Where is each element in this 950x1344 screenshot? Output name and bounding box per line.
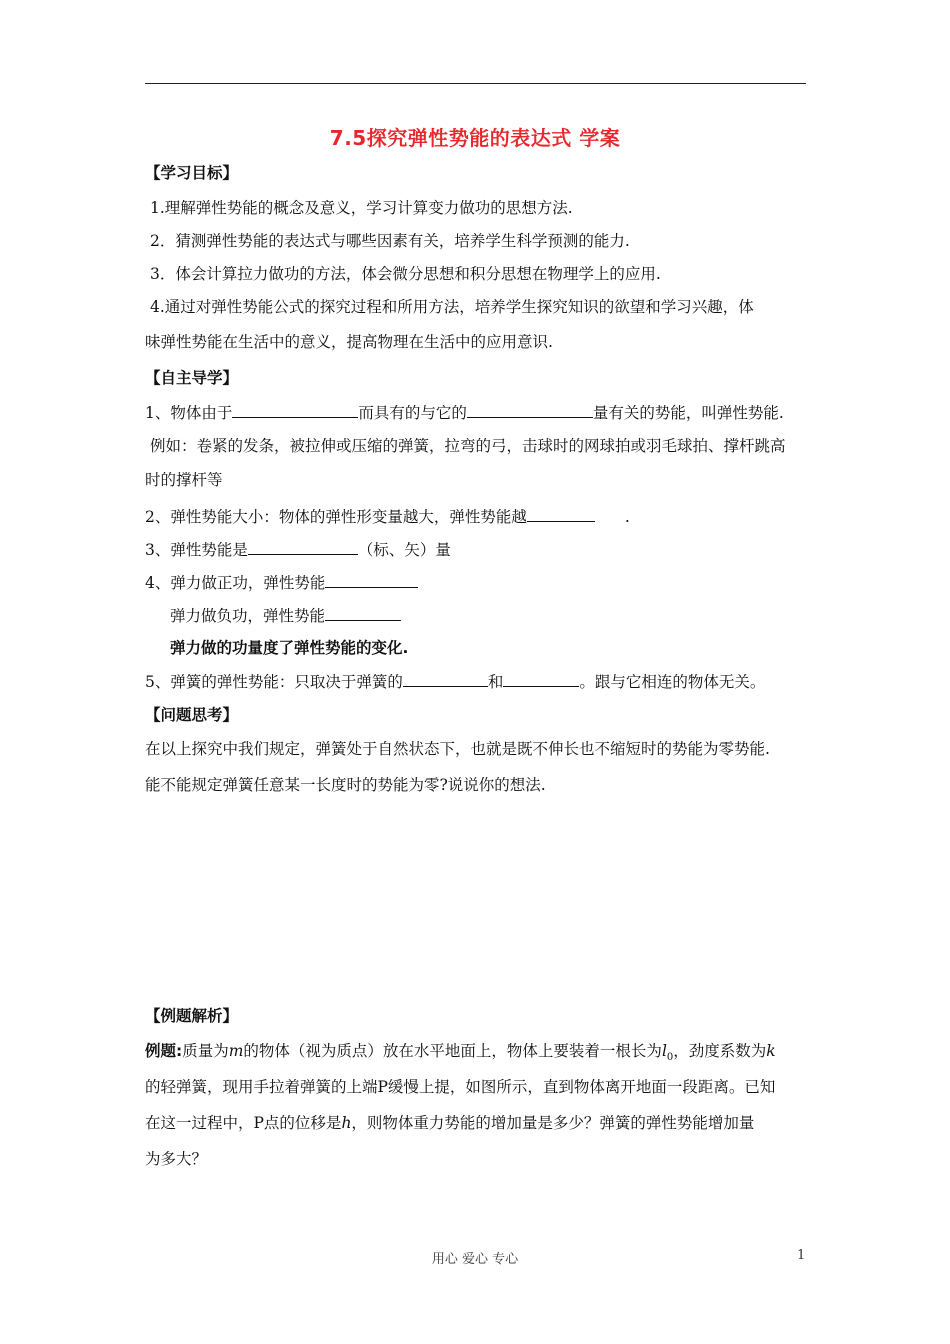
goal-item: 1.理解弹性势能的概念及意义，学习计算变力做功的思想方法. bbox=[150, 199, 573, 217]
q4-blank-1[interactable] bbox=[325, 572, 418, 588]
guide-heading: 【自主导学】 bbox=[145, 369, 239, 387]
q5-text-c: 。跟与它相连的物体无关。 bbox=[579, 673, 766, 691]
think-heading: 【问题思考】 bbox=[145, 706, 239, 724]
q5-text-a: 5、弹簧的弹性势能：只取决于弹簧的 bbox=[145, 673, 403, 691]
stiffness-symbol: k bbox=[766, 1042, 776, 1060]
goal-item: 2．猜测弹性势能的表达式与哪些因素有关，培养学生科学预测的能力. bbox=[150, 232, 630, 250]
guide-q5 bbox=[145, 671, 765, 692]
length-symbol: l bbox=[661, 1042, 667, 1060]
q4-conclusion: 弹力做的功量度了弹性势能的变化. bbox=[170, 639, 409, 657]
q5-blank-1[interactable] bbox=[403, 671, 488, 687]
guide-q3 bbox=[145, 539, 451, 560]
goal-item: 3．体会计算拉力做功的方法，体会微分思想和积分思想在物理学上的应用. bbox=[150, 265, 661, 283]
goals-heading: 【学习目标】 bbox=[145, 164, 239, 182]
guide-q4b bbox=[170, 605, 401, 626]
goal-item: 味弹性势能在生活中的意义，提高物理在生活中的应用意识. bbox=[145, 333, 553, 351]
example-text: ，劲度系数为 bbox=[673, 1042, 767, 1060]
example-text: 质量为 bbox=[182, 1042, 229, 1060]
q4-text-a: 4、弹力做正功，弹性势能 bbox=[145, 574, 326, 592]
q2-text-a: 2、弹性势能大小：物体的弹性形变量越大，弹性势能越 bbox=[145, 508, 527, 526]
q2-text-b: . bbox=[624, 508, 630, 526]
example-text: 在这一过程中，P点的位移是 bbox=[145, 1114, 342, 1132]
q1-example-line: 时的撑杆等 bbox=[145, 471, 223, 489]
height-symbol: h bbox=[341, 1114, 352, 1132]
example-line-4: 为多大？ bbox=[145, 1150, 208, 1168]
q3-text-b: （标、矢）量 bbox=[357, 541, 451, 559]
q1-text-b: 而具有的与它的 bbox=[358, 404, 467, 422]
length-subscript: 0 bbox=[666, 1052, 674, 1064]
q1-blank-2[interactable] bbox=[467, 402, 593, 418]
footer-text: 用心 爱心 专心 bbox=[431, 1252, 519, 1267]
q4-blank-2[interactable] bbox=[325, 605, 401, 621]
q1-text-c: 量有关的势能，叫弹性势能. bbox=[592, 404, 784, 422]
q3-blank[interactable] bbox=[248, 539, 358, 555]
example-label: 例题: bbox=[145, 1042, 183, 1060]
example-line-1 bbox=[145, 1041, 776, 1068]
think-line: 能不能规定弹簧任意某一长度时的势能为零?说说你的想法. bbox=[145, 776, 546, 794]
example-text: ，则物体重力势能的增加量是多少？弹簧的弹性势能增加量 bbox=[351, 1114, 755, 1132]
example-text: 的物体（视为质点）放在水平地面上，物体上要装着一根长为 bbox=[243, 1042, 662, 1060]
goal-item: 4.通过对弹性势能公式的探究过程和所用方法，培养学生探究知识的欲望和学习兴趣，体 bbox=[150, 298, 754, 316]
q4-text-b: 弹力做负功，弹性势能 bbox=[170, 607, 326, 625]
q5-text-b: 和 bbox=[487, 673, 504, 691]
example-heading: 【例题解析】 bbox=[145, 1007, 239, 1025]
q3-text-a: 3、弹性势能是 bbox=[145, 541, 248, 559]
q1-example-line: 例如：卷紧的发条，被拉伸或压缩的弹簧，拉弯的弓，击球时的网球拍或羽毛球拍、撑杆跳高 bbox=[150, 437, 786, 455]
q1-text-a: 1、物体由于 bbox=[145, 404, 233, 422]
header-rule bbox=[145, 83, 806, 84]
guide-q1 bbox=[145, 402, 784, 423]
example-line-3 bbox=[145, 1113, 754, 1133]
q5-blank-2[interactable] bbox=[503, 671, 579, 687]
think-line: 在以上探究中我们规定，弹簧处于自然状态下，也就是既不伸长也不缩短时的势能为零势能. bbox=[145, 740, 770, 758]
q2-blank[interactable] bbox=[527, 506, 595, 522]
example-line-2: 的轻弹簧，现用手拉着弹簧的上端P缓慢上提，如图所示，直到物体离开地面一段距离。已知 bbox=[145, 1078, 776, 1096]
page-number: 1 bbox=[797, 1248, 806, 1263]
guide-q2 bbox=[145, 506, 630, 527]
q1-blank-1[interactable] bbox=[232, 402, 358, 418]
guide-q4 bbox=[145, 572, 418, 593]
page-title: 7.5探究弹性势能的表达式 学案 bbox=[329, 126, 621, 150]
mass-symbol: m bbox=[228, 1042, 244, 1060]
